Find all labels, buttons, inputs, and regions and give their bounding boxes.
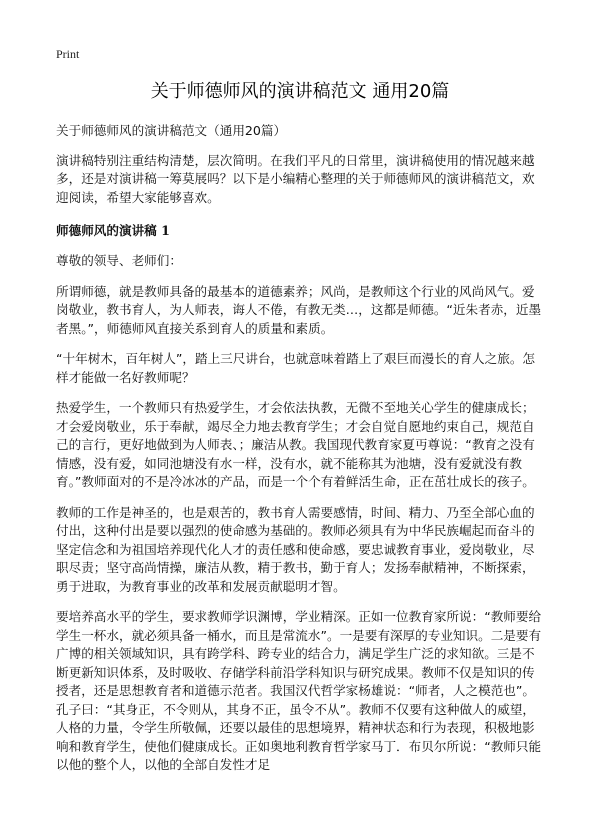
paragraph-definition: 所谓师德，就是教师具备的最基本的道德素养；风尚，是教师这个行业的风尚风气。爱岗敬业，教书育人，为人师表，诲人不倦，有教无类…，这都是师德。“近朱者赤，近墨者黑。”，师德师风直接关系到育人的质量和素质。 bbox=[56, 283, 542, 336]
section-heading: 师德师风的演讲稿 1 bbox=[56, 223, 170, 238]
article-subtitle: 关于师德师风的演讲稿范文（通用20篇） bbox=[56, 123, 287, 138]
paragraph-knowledge: 要培养高水平的学生，要求教师学识渊博，学业精深。正如一位教育家所说：“教师要给学生一杯水，就必须具备一桶水，而且是常流水”。一是要有深厚的专业知识。二是要有广博的相关领域知识，具有跨学科、跨专业的结合力，满足学生广泛的求知欲。三是不断更新知识体系，及时吸收、存储学科前沿学科知识与研究成果。教师不仅是知识的传授者，还是思想教育者和道德示范者。我国汉代哲学家杨雄说：“师者，人之模范也”。孔子曰：“其身正，不令则从，其身不正，虽令不从”。教师不仅要有这种做人的威望，人格的力量，令学生所敬佩，还要以最佳的思想境界，精神状态和行为表现，积极地影响和教育学生，使他们健康成长。正如奥地利教育哲学家马丁．布贝尔所说：“教师只能以他的整个人，以他的全部自发性才足 bbox=[56, 609, 542, 772]
document-title: 关于师德师风的演讲稿范文 通用20篇 bbox=[150, 81, 450, 102]
paragraph-sacred-work: 教师的工作是神圣的，也是艰苦的，教书育人需要感情，时间、精力、乃至全部心血的付出，这种付出是要以强烈的使命感为基础的。教师必须具有为中华民族崛起而奋斗的坚定信念和为祖国培养现代化人才的责任感和使命感，要忠诚教育事业，爱岗敬业，尽职尽责；坚守高尚情操，廉洁从教，精于教书，勤于育人；发扬奉献精神，不断探索，勇于进取，为教育事业的改革和发展贡献聪明才智。 bbox=[56, 504, 535, 594]
article-body bbox=[56, 122, 544, 787]
paragraph-greeting: 尊敬的领导、老师们： bbox=[56, 253, 182, 268]
print-link[interactable]: Print bbox=[56, 47, 80, 61]
paragraph-love-students: 热爱学生，一个教师只有热爱学生，才会依法执教，无微不至地关心学生的健康成长；才会爱岗敬业，乐于奉献，竭尽全力地去教育学生；才会自觉自愿地约束自己，规范自己的言行，更好地做到为人师表、；廉洁从教。我国现代教育家夏丏尊说：“教育之没有情感，没有爱，如同池塘没有水一样，没有水，就不能称其为池塘，没有爱就没有教育。”教师面对的不是冷冰冰的产品，而是一个个有着鲜活生命，正在茁壮成长的孩子。 bbox=[56, 400, 535, 489]
intro-paragraph: 演讲稿特别注重结构清楚，层次简明。在我们平凡的日常里，演讲稿使用的情况越来越多，还是对演讲稿一筹莫展吗？以下是小编精心整理的关于师德师风的演讲稿范文，欢迎阅读，希望大家能够喜欢。 bbox=[56, 152, 535, 205]
paragraph-question: “十年树木，百年树人”，踏上三尺讲台，也就意味着踏上了艰巨而漫长的育人之旅。怎样才能做一名好教师呢？ bbox=[56, 351, 536, 385]
